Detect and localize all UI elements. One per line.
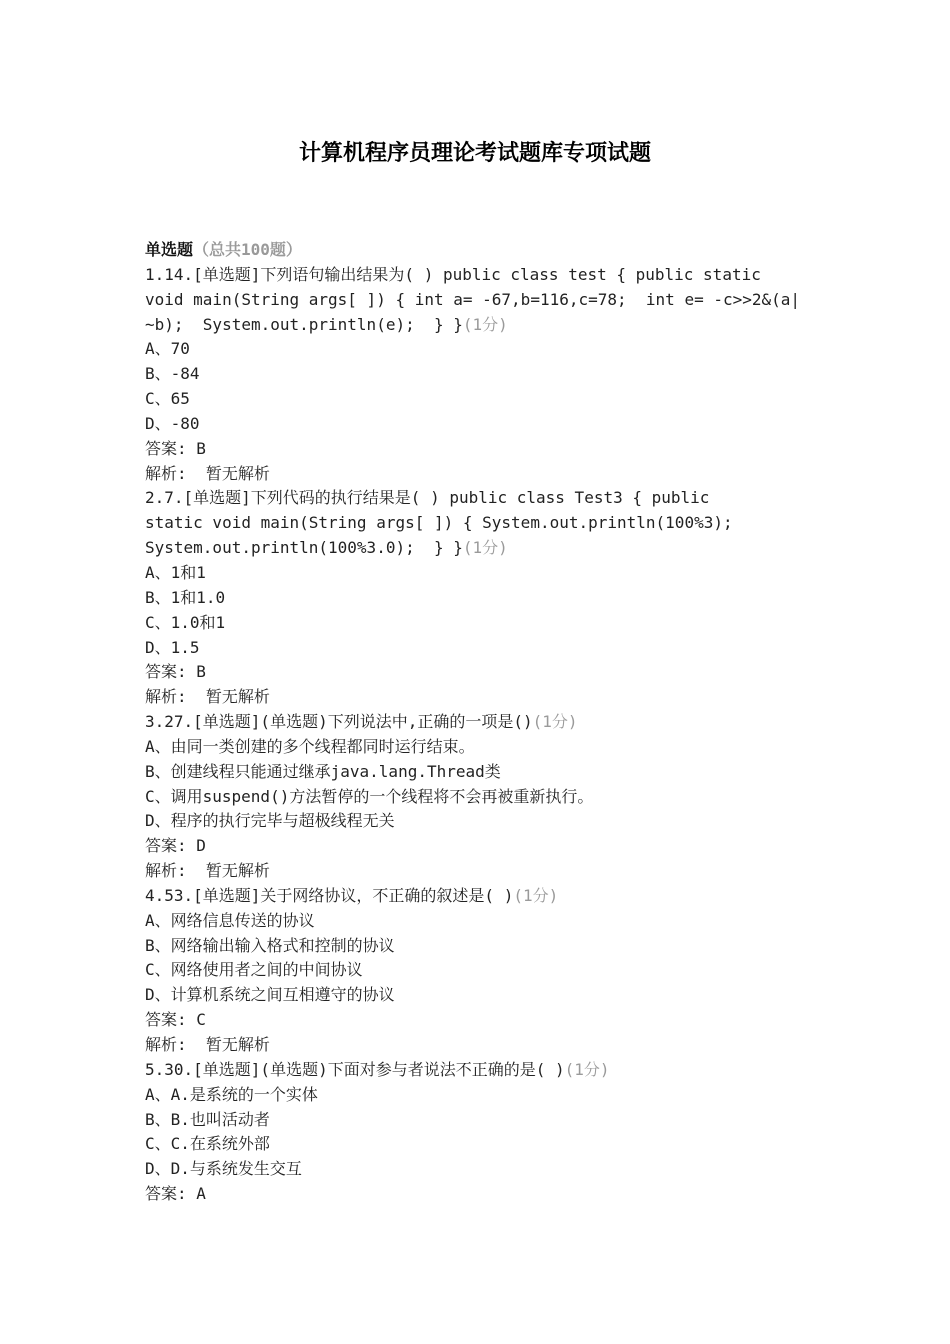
question-stem-text: 3.27.[单选题](单选题)下列说法中,正确的一项是() <box>145 712 533 732</box>
option-d: D、D.与系统发生交互 <box>145 1159 302 1179</box>
question-stem-text: System.out.println(100%3.0); } } <box>145 538 463 558</box>
option-c: C、C.在系统外部 <box>145 1134 270 1154</box>
option-d: D、1.5 <box>145 637 200 657</box>
option-c: C、65 <box>145 389 190 409</box>
option-b: B、-84 <box>145 364 200 384</box>
question-stem-line <box>145 884 825 909</box>
question-stem-line <box>145 1058 825 1083</box>
option-c: C、网络使用者之间的中间协议 <box>145 960 363 980</box>
analysis: 解析: 暂无解析 <box>145 861 270 881</box>
question-stem-line <box>145 536 825 561</box>
section-heading <box>145 238 825 263</box>
option-b: B、创建线程只能通过继承java.lang.Thread类 <box>145 761 501 781</box>
question-points: (1分) <box>564 1059 610 1079</box>
document-title: 计算机程序员理论考试题库专项试题 <box>298 140 651 166</box>
answer: 答案: B <box>145 438 206 458</box>
option-a: A、70 <box>145 339 190 359</box>
analysis: 解析: 暂无解析 <box>145 687 270 707</box>
analysis: 解析: 暂无解析 <box>145 1035 270 1054</box>
question-stem-line: 2.7.[单选题]下列代码的执行结果是( ) public class Test3 { public <box>145 488 710 508</box>
option-c: C、调用suspend()方法暂停的一个线程将不会再被重新执行。 <box>145 786 594 806</box>
option-b: B、1和1.0 <box>145 587 226 607</box>
option-a: A、网络信息传送的协议 <box>145 910 315 930</box>
option-d: D、-80 <box>145 413 200 433</box>
question-list <box>145 238 825 1207</box>
answer: 答案: B <box>145 662 206 682</box>
option-a: A、A.是系统的一个实体 <box>145 1084 318 1104</box>
question-block <box>145 884 825 1058</box>
question-points: (1分) <box>532 712 578 732</box>
question-stem-line: static void main(String args[ ]) { System.out.println(100%3); <box>145 513 733 533</box>
option-c: C、1.0和1 <box>145 612 226 632</box>
answer: 答案: A <box>145 1184 206 1204</box>
question-block <box>145 263 825 487</box>
question-stem-text: ~b); System.out.println(e); } } <box>145 314 463 334</box>
question-block <box>145 710 825 884</box>
option-b: B、B.也叫活动者 <box>145 1109 270 1129</box>
question-block <box>145 1058 825 1207</box>
question-stem-text: 4.53.[单选题]关于网络协议，不正确的叙述是( ) <box>145 885 514 905</box>
option-a: A、由同一类创建的多个线程都同时运行结束。 <box>145 736 475 756</box>
option-a: A、1和1 <box>145 562 206 582</box>
question-stem-line <box>145 313 825 338</box>
question-stem-line <box>145 710 825 735</box>
question-points: (1分) <box>462 538 508 558</box>
question-points: (1分) <box>462 314 508 334</box>
option-d: D、计算机系统之间互相遵守的协议 <box>145 985 395 1005</box>
option-d: D、程序的执行完毕与超极线程无关 <box>145 811 395 831</box>
question-stem-line: 1.14.[单选题]下列语句输出结果为( ) public class test { public static <box>145 264 761 284</box>
section-count: （总共100题） <box>193 240 302 259</box>
answer: 答案: C <box>145 1010 206 1030</box>
question-points: (1分) <box>513 885 559 905</box>
option-b: B、网络输出输入格式和控制的协议 <box>145 935 395 955</box>
answer: 答案: D <box>145 836 206 856</box>
question-stem-text: 5.30.[单选题](单选题)下面对参与者说法不正确的是( ) <box>145 1059 565 1079</box>
section-label: 单选题 <box>145 240 194 259</box>
question-block <box>145 486 825 710</box>
analysis: 解析: 暂无解析 <box>145 463 270 483</box>
question-stem-line: void main(String args[ ]) { int a= -67,b=116,c=78; int e= -c>>2&(a| <box>145 289 801 309</box>
